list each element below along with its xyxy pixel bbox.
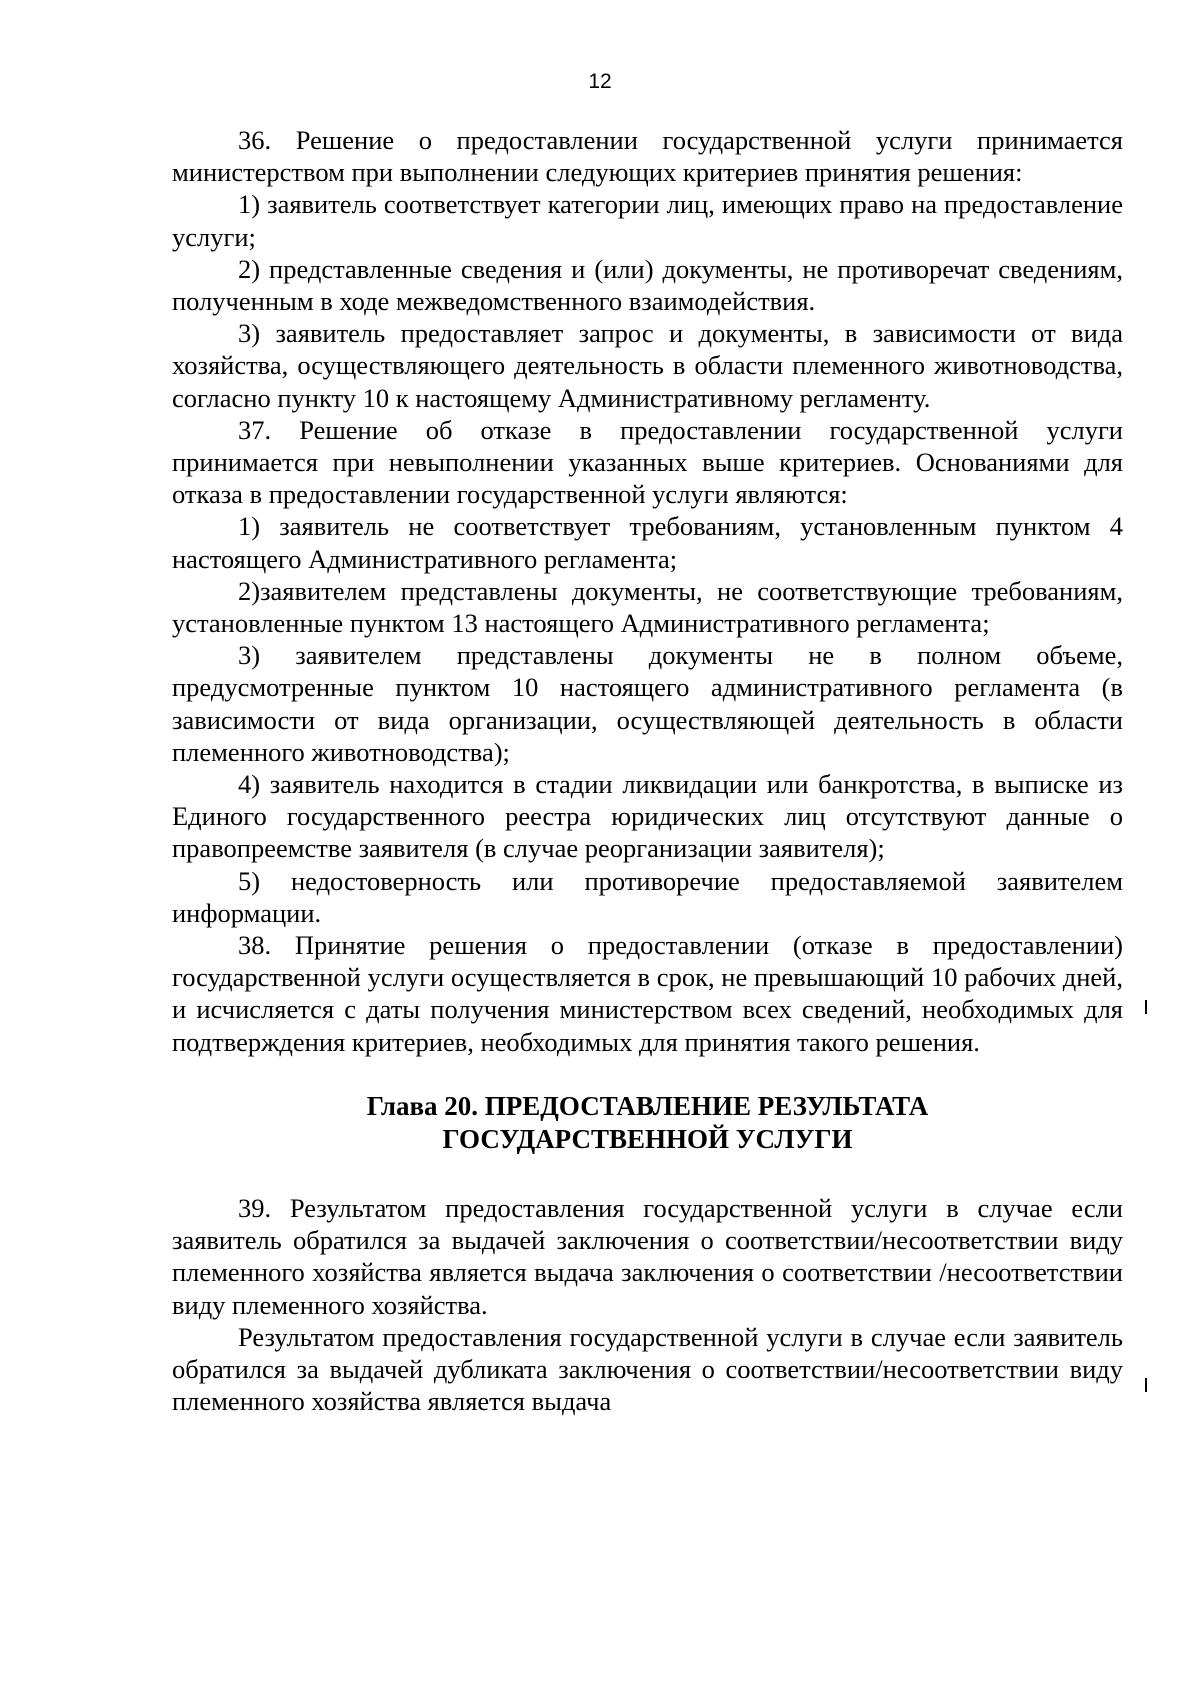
change-bar-mark	[1145, 1378, 1147, 1392]
refusal-ground-4: 4) заявитель находится в стадии ликвидации или банкротства, в выписке из Единого государственного реестра юридических лиц отсутствуют данные о правопреемстве заявителя (в случае реорганизации заявителя);	[172, 769, 1123, 864]
refusal-ground-1: 1) заявитель не соответствует требованиям, установленным пунктом 4 настоящего Административного регламента;	[172, 511, 1123, 574]
criterion-1: 1) заявитель соответствует категории лиц, имеющих право на предоставление услуги;	[172, 189, 1123, 252]
paragraph-39-continued: Результатом предоставления государственной услуги в случае если заявитель обратился за выдачей дубликата заключения о соответствии/несоответствии виду племенного хозяйства является выдача	[172, 1321, 1123, 1417]
chapter-heading	[172, 1090, 1123, 1156]
page-number: 12	[588, 70, 612, 93]
chapter-heading-line-1: Глава 20. ПРЕДОСТАВЛЕНИЕ РЕЗУЛЬТАТА	[366, 1090, 929, 1121]
refusal-ground-5: 5) недостоверность или противоречие предоставляемой заявителем информации.	[172, 865, 1123, 928]
refusal-ground-3: 3) заявителем представлены документы не в полном объеме, предусмотренные пунктом 10 настоящего административного регламента (в зависимости от вида организации, осуществляющей деятельность в области племенного животноводства);	[172, 640, 1123, 767]
refusal-ground-2: 2)заявителем представлены документы, не соответствующие требованиям, установленные пунктом 13 настоящего Административного регламента;	[172, 575, 1123, 639]
criterion-2: 2) представленные сведения и (или) документы, не противоречат сведениям, полученным в ходе межведомственного взаимодействия.	[172, 253, 1123, 317]
paragraph-39: 39. Результатом предоставления государственной услуги в случае если заявитель обратился за выдачей заключения о соответствии/несоответствии виду племенного хозяйства является выдача заключения о соответствии /несоответствии виду племенного хозяйства.	[172, 1192, 1123, 1320]
paragraph-36: 36. Решение о предоставлении государственной услуги принимается министерством при выполнении следующих критериев принятия решения:	[172, 125, 1123, 188]
change-bar-mark	[1145, 1000, 1147, 1014]
criterion-3: 3) заявитель предоставляет запрос и документы, в зависимости от вида хозяйства, осуществляющего деятельность в области племенного животноводства, согласно пункту 10 к настоящему Административному регламенту.	[172, 318, 1123, 413]
paragraph-37: 37. Решение об отказе в предоставлении государственной услуги принимается при невыполнении указанных выше критериев. Основаниями для отказа в предоставлении государственной услуги являются:	[172, 414, 1123, 510]
chapter-heading-line-2: ГОСУДАРСТВЕННОЙ УСЛУГИ	[442, 1123, 853, 1154]
document-body	[172, 124, 1123, 1417]
paragraph-38: 38. Принятие решения о предоставлении (отказе в предоставлении) государственной услуги осуществляется в срок, не превышающий 10 рабочих дней, и исчисляется с даты получения министерством всех сведений, необходимых для подтверждения критериев, необходимых для принятия такого решения.	[172, 930, 1123, 1057]
